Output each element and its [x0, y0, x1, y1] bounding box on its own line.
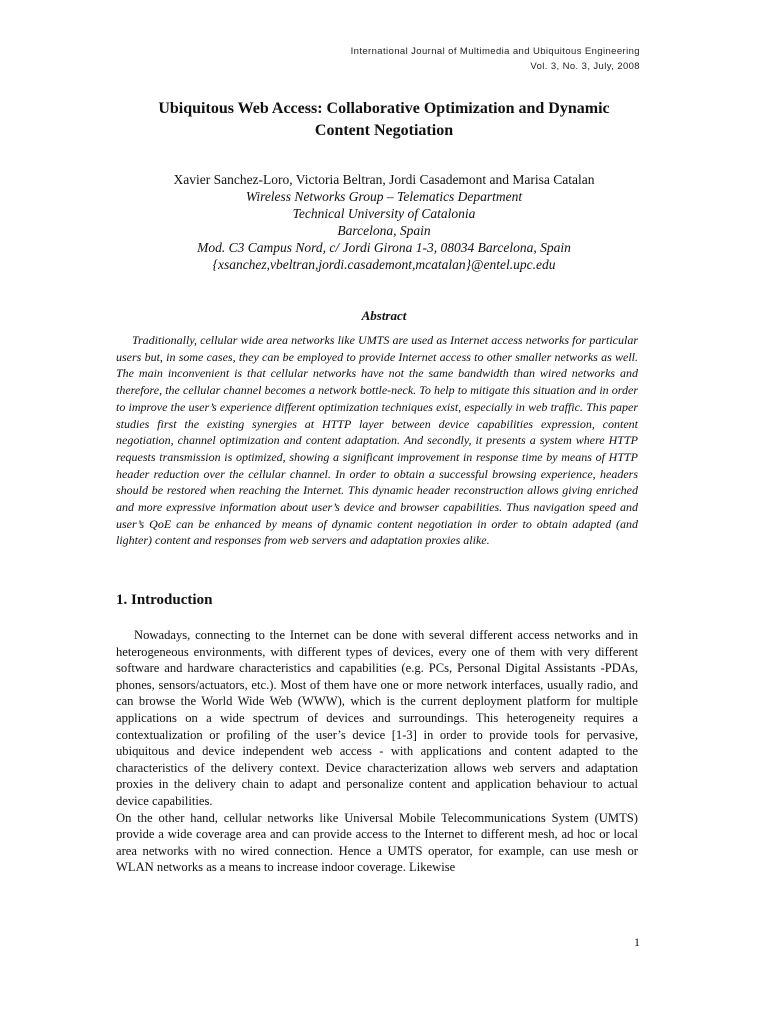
introduction-paragraph-1: Nowadays, connecting to the Internet can be done with several different access networks and in heterogeneous environments, with different types of devices, every one of them with very different software and hardware characteristics and capabilities (e.g. PCs, Personal Digital Assistants -PDAs, phones, sensors/actuators, etc.). Most of them have one or more network interfaces, usually radio, and can browse the World Wide Web (WWW), which is the current deployment platform for multiple applications on a wide spectrum of devices and surroundings. This heterogeneity requires a contextualization or profiling of the user’s device [1-3] in order to provide tools for pervasive, ubiquitous and device independent web access - with applications and content adapted to the characteristics of the delivery context. Device characterization allows web servers and adaptation proxies in the delivery chain to adapt and personalize content and application behaviour to actual device capabilities.	[116, 628, 638, 808]
author-emails: {xsanchez,vbeltran,jordi.casademont,mcatalan}@entel.upc.edu	[212, 257, 556, 272]
affiliation-group: Wireless Networks Group – Telematics Department	[245, 189, 523, 204]
abstract-text: Traditionally, cellular wide area networks like UMTS are used as Internet access networks for particular users but, in some cases, they can be employed to provide Internet access to other smaller networks as well. The main inconvenient is that cellular networks have not the same bandwidth than wired networks and therefore, the cellular channel becomes a network bottle-neck. To help to mitigate this situation and in order to improve the user’s experience different optimization techniques exist, especially in web traffic. This paper studies first the existing synergies at HTTP layer between device capabilities expression, content negotiation, channel optimization and content adaptation. And secondly, it presents a system where HTTP requests transmission is optimized, showing a significant improvement in response time by means of HTTP header reduction over the cellular channel. In order to obtain a successful browsing experience, headers should be restored when reaching the Internet. This dynamic header reconstruction allows giving enriched and more expressive information about user’s device and browser capabilities. Thus navigation speed and user’s QoE can be enhanced by means of dynamic content negotiation in order to obtain adapted (and lighter) content and responses from web servers and adaptation proxies alike.	[116, 333, 638, 548]
journal-volume: Vol. 3, No. 3, July, 2008	[530, 61, 640, 72]
affiliation-university: Technical University of Catalonia	[292, 206, 476, 221]
section-heading-introduction: 1. Introduction	[116, 592, 213, 608]
author-block	[104, 171, 664, 273]
introduction-paragraph-2: On the other hand, cellular networks like Universal Mobile Telecommunications System (UMTS) provide a wide coverage area and can provide access to the Internet to different mesh, ad hoc or local area networks with no wired connection. Hence a UMTS operator, for example, can use mesh or WLAN networks as a means to increase indoor coverage. Likewise	[116, 810, 638, 875]
affiliation-city: Barcelona, Spain	[337, 223, 431, 238]
author-names: Xavier Sanchez-Loro, Victoria Beltran, Jordi Casademont and Marisa Catalan	[173, 172, 595, 187]
paper-title	[104, 98, 664, 142]
journal-name: International Journal of Multimedia and Ubiquitous Engineering	[350, 46, 640, 57]
page-number: 1	[634, 935, 640, 949]
running-header	[351, 44, 640, 74]
introduction-body	[116, 627, 638, 876]
affiliation-address: Mod. C3 Campus Nord, c/ Jordi Girona 1-3, 08034 Barcelona, Spain	[197, 240, 571, 255]
title-line-1: Ubiquitous Web Access: Collaborative Optimization and Dynamic	[158, 100, 610, 117]
abstract-heading: Abstract	[361, 308, 407, 323]
title-line-2: Content Negotiation	[314, 122, 454, 139]
